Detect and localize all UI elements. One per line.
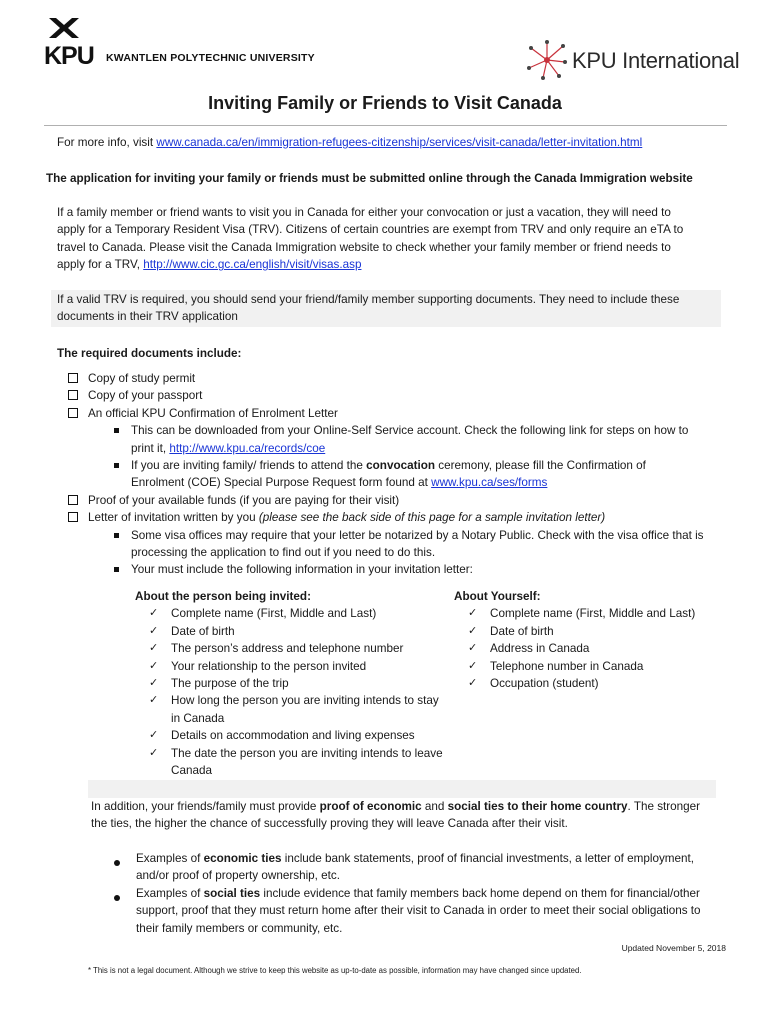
checklist-item-label: Details on accommodation and living expenses — [171, 729, 415, 743]
checkmark-icon: ✓ — [468, 677, 478, 690]
square-bullet-icon — [114, 567, 119, 572]
checklist-item — [149, 605, 445, 622]
checkmark-icon: ✓ — [468, 659, 478, 672]
about-person-heading: About the person being invited: — [135, 590, 311, 603]
checklist-item-label: Complete name (First, Middle and Last) — [490, 607, 696, 621]
checklist-item-label: The person’s address and telephone number — [171, 642, 404, 656]
bullet-icon — [114, 895, 120, 901]
checklist-item-label: Your relationship to the person invited — [171, 659, 367, 673]
shade-band — [88, 780, 716, 798]
updated-date: Updated November 5, 2018 — [621, 943, 726, 953]
ties-paragraph: In addition, your friends/family must provide proof of economic and social ties to their home country. The stronger the ties, the higher the chance of successfully proving they will leave Canada after their visit. — [91, 800, 701, 831]
required-documents-heading: The required documents include: — [57, 347, 242, 360]
sub-item: Your must include the following information in your invitation letter: — [114, 561, 728, 578]
checklist-item — [149, 675, 445, 692]
checklist-item-label: Telephone number in Canada — [490, 659, 644, 673]
cic-visas-link[interactable]: http://www.cic.gc.ca/english/visit/visas.asp — [143, 258, 362, 272]
ties-examples — [114, 850, 714, 937]
page-title: Inviting Family or Friends to Visit Canada — [208, 93, 562, 113]
info-link[interactable]: www.canada.ca/en/immigration-refugees-citizenship/services/visit-canada/letter-invitation.html — [156, 136, 643, 149]
about-yourself-section — [454, 588, 734, 692]
doc-item: Proof of your available funds (if you are paying for their visit) — [68, 492, 728, 509]
application-heading: The application for inviting your family or friends must be submitted online through the Canada Immigration website — [46, 172, 693, 185]
sub-item: Some visa offices may require that your letter be notarized by a Notary Public. Check with the visa office that is processing the application to find out if you need to do this. — [114, 527, 728, 562]
checklist-item — [149, 658, 445, 675]
checklist-item — [149, 640, 445, 657]
checkbox-icon — [68, 390, 78, 400]
checkbox-icon — [68, 408, 78, 418]
sub-item: This can be downloaded from your Online-Self Service account. Check the following link for steps on how to print it, http://www.kpu.ca/records/coe — [114, 422, 728, 457]
checkmark-icon: ✓ — [468, 642, 478, 655]
checkmark-icon: ✓ — [468, 607, 478, 620]
checklist-item — [468, 658, 734, 675]
required-documents-list — [68, 370, 728, 579]
doc-item: Letter of invitation written by you (please see the back side of this page for a sample invitation letter) — [68, 509, 728, 526]
disclaimer: * This is not a legal document. Although we strive to keep this website as up-to-date as possible, information may have changed since updated. — [88, 966, 582, 975]
checkmark-icon: ✓ — [468, 624, 478, 637]
checkmark-icon: ✓ — [149, 642, 159, 655]
checklist-item-label: Complete name (First, Middle and Last) — [171, 607, 377, 621]
kpu-international-name: KPU International — [572, 48, 740, 73]
checklist-item — [468, 675, 734, 692]
about-person-section — [135, 588, 445, 779]
checklist-item-label: Address in Canada — [490, 642, 590, 656]
checklist-item — [149, 727, 445, 744]
checklist-item — [149, 745, 445, 780]
ses-forms-link[interactable]: www.kpu.ca/ses/forms — [431, 476, 548, 490]
checkmark-icon: ✓ — [149, 624, 159, 637]
square-bullet-icon — [114, 463, 119, 468]
checklist-item-label: The purpose of the trip — [171, 677, 289, 691]
university-name: KWANTLEN POLYTECHNIC UNIVERSITY — [106, 52, 315, 64]
checkmark-icon: ✓ — [149, 694, 159, 707]
checklist-item-label: Occupation (student) — [490, 677, 599, 691]
about-yourself-heading: About Yourself: — [454, 590, 541, 603]
checklist-item-label: Date of birth — [490, 624, 554, 638]
checkmark-icon: ✓ — [149, 677, 159, 690]
kpu-international-logo-icon — [525, 38, 569, 82]
title-divider — [44, 125, 727, 126]
checklist-item — [149, 623, 445, 640]
sub-item: If you are inviting family/ friends to attend the convocation ceremony, please fill the Confirmation of Enrolment (COE) Special Purpose Request form found at www.kpu.ca/ses/forms — [114, 457, 728, 492]
checklist-item-label: The date the person you are inviting intends to leave Canada — [171, 746, 443, 778]
checkbox-icon — [68, 512, 78, 522]
social-ties-item: Examples of social ties include evidence that family members back home depend on them for financial/other support, proof that they must return home after their visit to Canada in order to meet their social obligations to their family members or community, etc. — [114, 885, 714, 937]
checklist-item — [468, 623, 734, 640]
doc-item: Copy of your passport — [68, 387, 728, 404]
info-line: For more info, visit www.canada.ca/en/immigration-refugees-citizenship/services/visit-canada/letter-invitation.html — [57, 136, 643, 149]
checkmark-icon: ✓ — [149, 729, 159, 742]
trv-paragraph: If a valid TRV is required, you should send your friend/family member supporting documents. They need to include these documents in their TRV application — [51, 290, 721, 327]
doc-item: Copy of study permit — [68, 370, 728, 387]
checklist-item — [149, 692, 445, 727]
bullet-icon — [114, 860, 120, 866]
doc-item: An official KPU Confirmation of Enrolment Letter — [68, 405, 728, 422]
economic-ties-item: Examples of economic ties include bank statements, proof of financial investments, a letter of employment, and/or proof of property ownership, etc. — [114, 850, 714, 885]
checkbox-icon — [68, 373, 78, 383]
checklist-item-label: How long the person you are inviting intends to stay in Canada — [171, 694, 439, 725]
square-bullet-icon — [114, 428, 119, 433]
kpu-wordmark: KPU — [44, 42, 94, 70]
checklist-item — [468, 640, 734, 657]
intro-paragraph: If a family member or friend wants to visit you in Canada for either your convocation or just a vacation, they will need to apply for a Temporary Resident Visa (TRV). Citizens of certain countries are exempt from TRV and only require an eTA to travel to Canada. Please visit the Canada Immigration website to check whether your family member or friend needs to apply for a TRV, http://www.cic.gc.ca/english/visit/visas.asp — [57, 206, 684, 272]
kpu-logo-icon — [44, 16, 96, 42]
checkmark-icon: ✓ — [149, 746, 159, 759]
coe-link[interactable]: http://www.kpu.ca/records/coe — [169, 441, 326, 455]
checkmark-icon: ✓ — [149, 659, 159, 672]
checklist-item-label: Date of birth — [171, 624, 235, 638]
square-bullet-icon — [114, 533, 119, 538]
checklist-item — [468, 605, 734, 622]
checkmark-icon: ✓ — [149, 607, 159, 620]
checkbox-icon — [68, 495, 78, 505]
